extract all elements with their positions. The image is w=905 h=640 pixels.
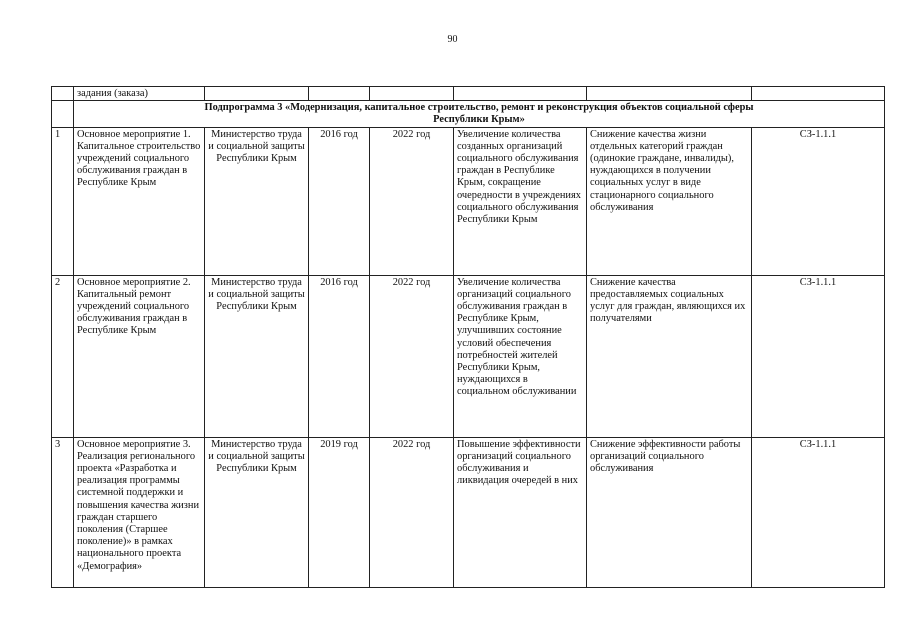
consequences-cell: Снижение эффективности работы организаций социального обслуживания: [587, 437, 752, 587]
start-year-cell: 2016 год: [309, 127, 370, 275]
result-cell: Повышение эффективности организаций социального обслуживания и ликвидация очередей в них: [454, 437, 587, 587]
event-cell: Основное мероприятие 2. Капитальный ремонт учреждений социального обслуживания граждан в Республике Крым: [74, 275, 205, 437]
row-number: 1: [52, 127, 74, 275]
indicator-cell: СЗ-1.1.1: [752, 275, 885, 437]
table-row: [52, 437, 885, 587]
subprogram-title-line2: Республики Крым»: [433, 114, 525, 126]
subprogram-title: [74, 101, 885, 127]
executor-cell: Министерство труда и социальной защиты Республики Крым: [205, 127, 309, 275]
subprogram-title-line1: Подпрограмма 3 «Модернизация, капитальное строительство, ремонт и реконструкция объектов социальной сферы: [204, 102, 754, 114]
row-number: 3: [52, 437, 74, 587]
end-year-cell: 2022 год: [370, 437, 454, 587]
row-number: 2: [52, 275, 74, 437]
end-year-cell: 2022 год: [370, 127, 454, 275]
event-cell: Основное мероприятие 3. Реализация регионального проекта «Разработка и реализация программы системной поддержки и повышения качества жизни граждан старшего поколения (Старшее поколение)» в рамках национального проекта «Демография»: [74, 437, 205, 587]
consequences-cell: Снижение качества жизни отдельных категорий граждан (одинокие граждане, инвалиды), нуждающихся в получении социальных услуг в виде стационарного социального обслуживания: [587, 127, 752, 275]
indicator-cell: СЗ-1.1.1: [752, 127, 885, 275]
table-row: [52, 275, 885, 437]
continuation-row: [52, 87, 885, 101]
start-year-cell: 2016 год: [309, 275, 370, 437]
executor-cell: Министерство труда и социальной защиты Республики Крым: [205, 275, 309, 437]
page-number: 90: [447, 34, 458, 45]
subprogram-header-row: [52, 101, 885, 127]
result-cell: Увеличение количества организаций социального обслуживания граждан в Республике Крым, улучшивших состояние условий обеспечения потребностей жителей Республики Крым, нуждающихся в социальном обслуживании: [454, 275, 587, 437]
program-table: [51, 86, 885, 588]
executor-cell: Министерство труда и социальной защиты Республики Крым: [205, 437, 309, 587]
event-cell: Основное мероприятие 1. Капитальное строительство учреждений социального обслуживания граждан в Республике Крым: [74, 127, 205, 275]
result-cell: Увеличение количества созданных организаций социального обслуживания граждан в Республике Крым, сокращение очередности в учреждениях социального обслуживания Республики Крым: [454, 127, 587, 275]
consequences-cell: Снижение качества предоставляемых социальных услуг для граждан, являющихся их получателями: [587, 275, 752, 437]
start-year-cell: 2019 год: [309, 437, 370, 587]
end-year-cell: 2022 год: [370, 275, 454, 437]
indicator-cell: СЗ-1.1.1: [752, 437, 885, 587]
table-row: [52, 127, 885, 275]
continuation-cell: задания (заказа): [74, 87, 205, 101]
